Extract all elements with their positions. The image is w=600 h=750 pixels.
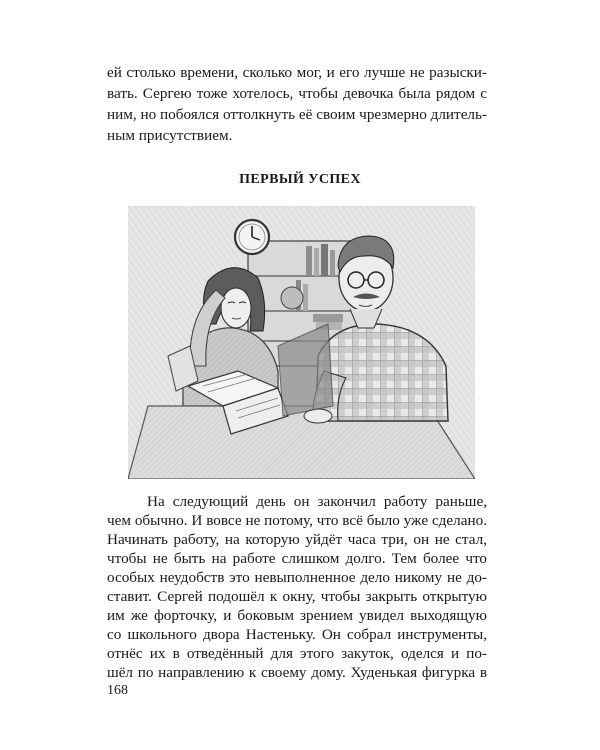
illustration-image	[128, 206, 475, 479]
text-line: чтобы не быть на работе слишком долго. Тем более что	[107, 550, 487, 567]
page-number: 168	[107, 683, 128, 698]
chapter-heading: ПЕРВЫЙ УСПЕХ	[239, 172, 361, 187]
text-line: чем обычно. И вовсе не потому, что всё было уже сделано.	[107, 512, 487, 529]
clock-icon	[235, 220, 269, 254]
text-line: со школьного двора Настеньку. Он собрал инструменты,	[107, 626, 487, 643]
text-line: ей столько времени, сколько мог, и его лучше не разыски-	[107, 64, 487, 81]
text-line: На следующий день он закончил работу раньше,	[147, 493, 487, 510]
text-line: вать. Сергею тоже хотелось, чтобы девочка была рядом с	[107, 85, 487, 102]
text-line: ним, но побоялся оттолкнуть её своим чрезмерно длитель-	[107, 106, 487, 123]
text-line: отнёс их в отведённый для этого закуток, оделся и по-	[107, 645, 487, 662]
text-line: шёл по направлению к своему дому. Худенькая фигурка в	[107, 664, 487, 681]
text-line: Начинать работу, на которую уйдёт часа три, он не стал,	[107, 531, 487, 548]
text-line: им же форточку, и боковым зрением увидел выходящую	[107, 607, 487, 624]
text-line: ставит. Сергей подошёл к окну, чтобы закрыть открытую	[107, 588, 487, 605]
text-line: ным присутствием.	[107, 127, 233, 144]
text-line: особых неудобств это невыполненное дело никому не до-	[107, 569, 487, 586]
